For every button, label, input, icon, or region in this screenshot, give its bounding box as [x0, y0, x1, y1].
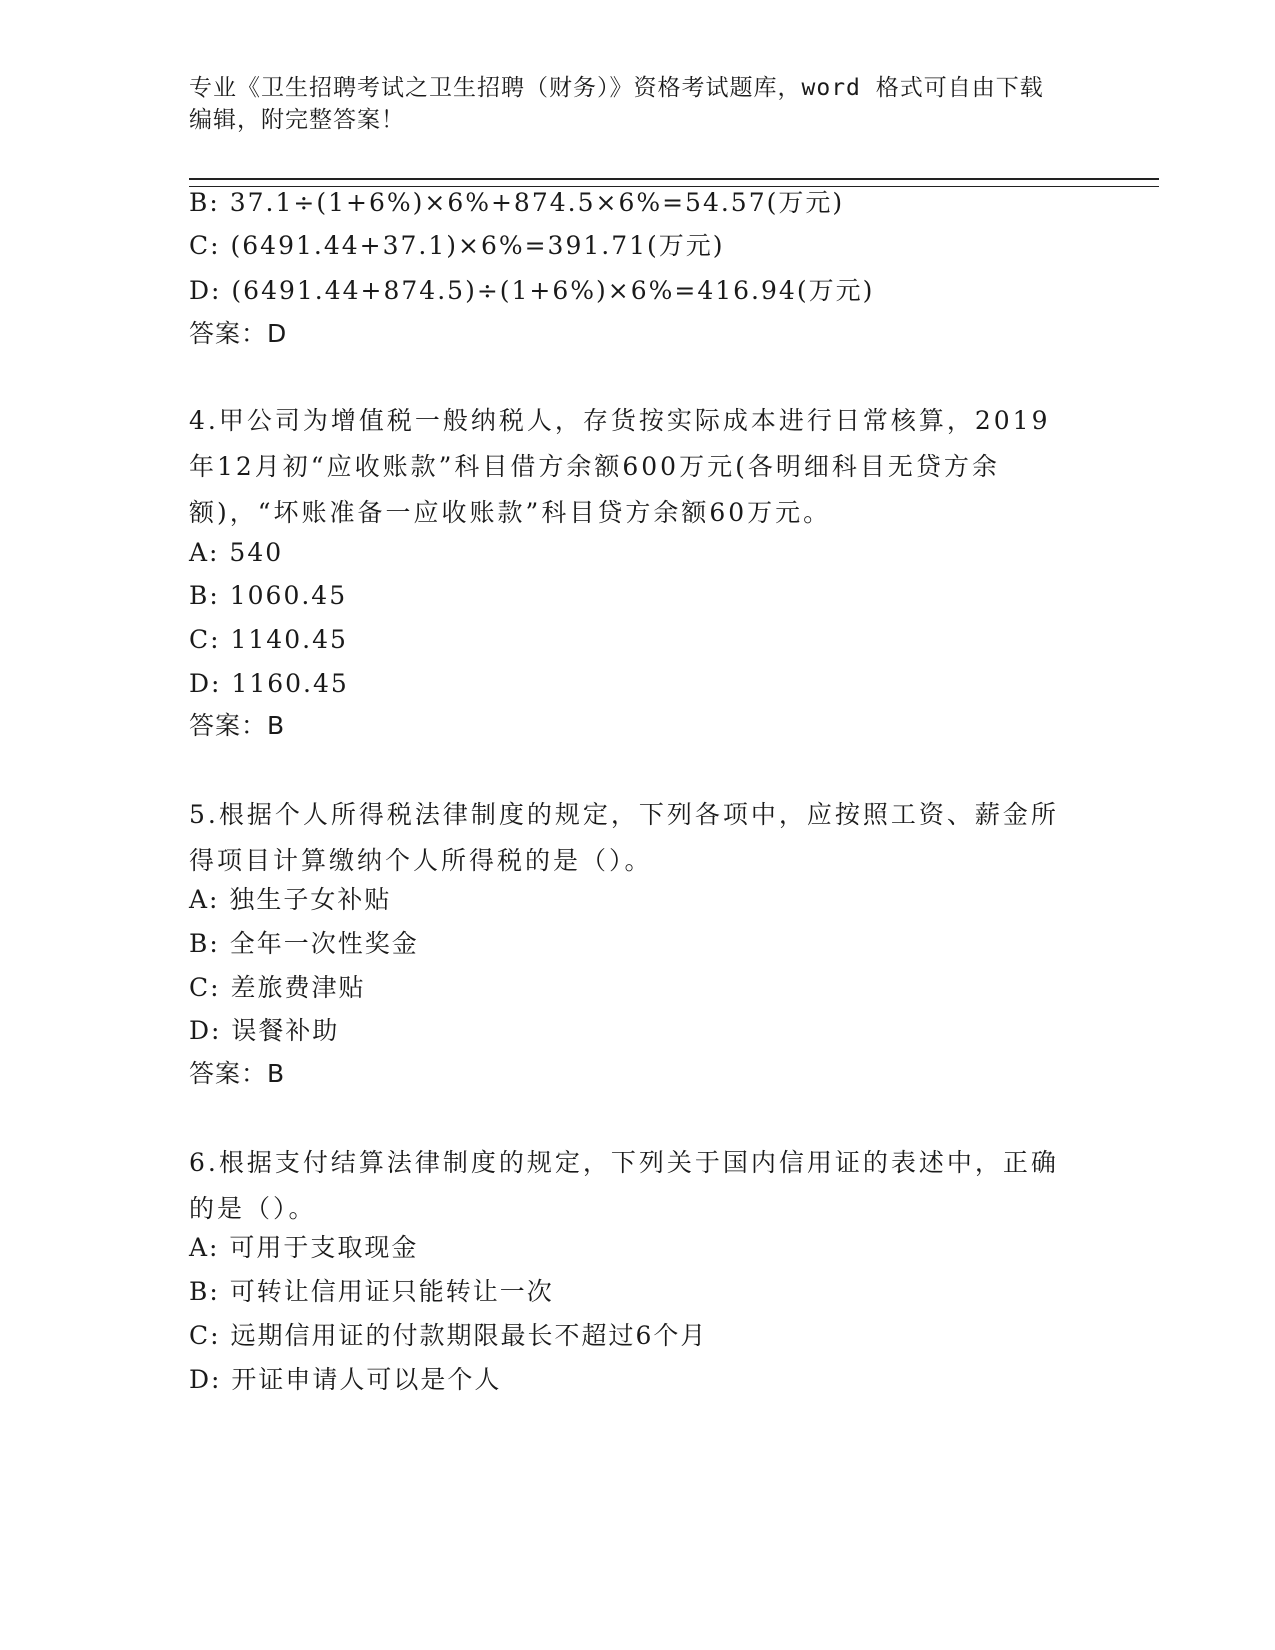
q6-option-a: A: 可用于支取现金 — [189, 1233, 419, 1262]
q4-option-c: C: 1140.45 — [189, 625, 348, 654]
q5-option-c: C: 差旅费津贴 — [189, 973, 366, 1002]
q5-option-b: B: 全年一次性奖金 — [189, 929, 419, 958]
q3-option-b: B: 37.1÷(1+6%)×6%+874.5×6%=54.57(万元) — [189, 188, 845, 217]
header-line-2: 编辑，附完整答案！ — [189, 107, 405, 133]
q3-option-d: D: (6491.44+874.5)÷(1+6%)×6%=416.94(万元) — [189, 276, 875, 305]
q6-option-d: D: 开证申请人可以是个人 — [189, 1365, 502, 1394]
q6-option-c: C: 远期信用证的付款期限最长不超过6个月 — [189, 1321, 708, 1350]
q5-answer: 答案：B — [189, 1059, 286, 1088]
q4-stem: 4.甲公司为增值税一般纳税人，存货按实际成本进行日常核算，2019年12月初“应收账款”科目借方余额600万元(各明细科目无贷方余额)，“坏账准备一应收账款”科目贷方余额60万元。 — [189, 406, 1051, 527]
q3-option-c: C: (6491.44+37.1)×6%=391.71(万元) — [189, 231, 725, 260]
header-divider — [189, 178, 1159, 187]
q3-answer: 答案：D — [189, 319, 288, 348]
q6-stem: 6.根据支付结算法律制度的规定，下列关于国内信用证的表述中，正确的是（）。 — [189, 1148, 1059, 1223]
q5-option-d: D: 误餐补助 — [189, 1016, 340, 1045]
q4-option-b: B: 1060.45 — [189, 581, 348, 610]
q4-option-a: A: 540 — [189, 538, 284, 567]
header-line-1: 专业《卫生招聘考试之卫生招聘（财务）》资格考试题库，word 格式可自由下载 — [189, 75, 1044, 101]
page-header — [189, 72, 1089, 136]
q5-option-a: A: 独生子女补贴 — [189, 885, 392, 914]
q4-answer: 答案：B — [189, 711, 286, 740]
q5-stem: 5.根据个人所得税法律制度的规定，下列各项中，应按照工资、薪金所得项目计算缴纳个人所得税的是（）。 — [189, 800, 1059, 875]
q4-option-d: D: 1160.45 — [189, 669, 349, 698]
q6-option-b: B: 可转让信用证只能转让一次 — [189, 1277, 554, 1306]
